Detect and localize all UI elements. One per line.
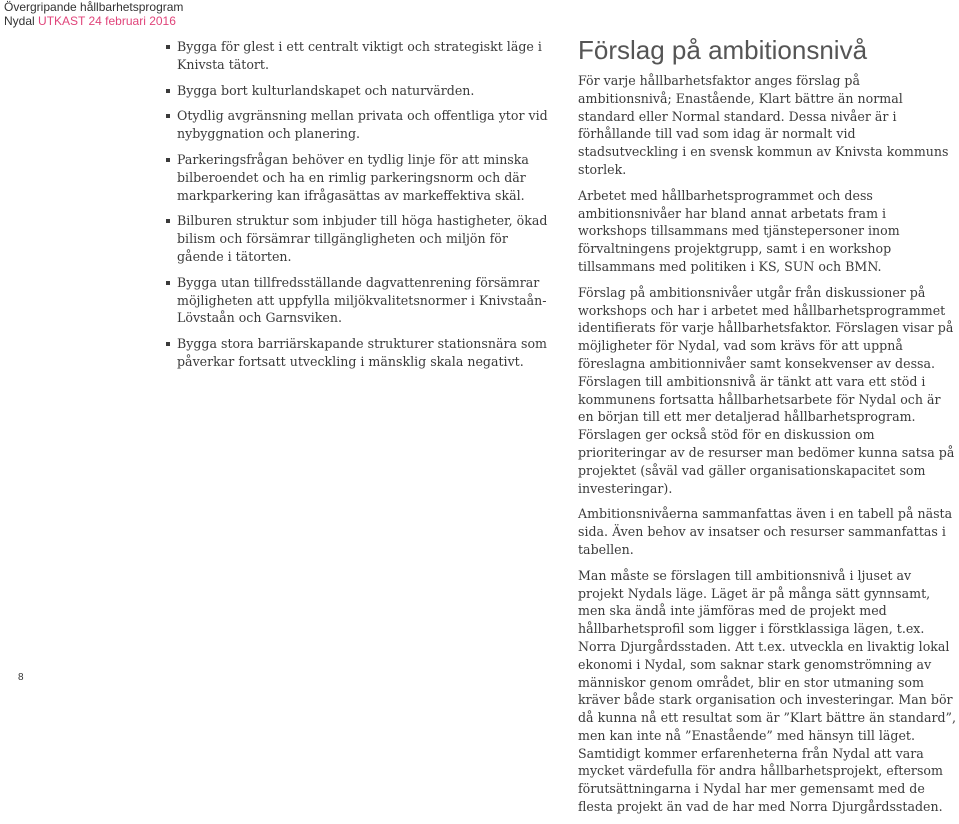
list-item: Bygga för glest i ett centralt viktigt och strategiskt läge i Knivsta tätort. bbox=[163, 38, 553, 74]
list-item: Bygga utan tillfredsställande dagvattenrening försämrar möjligheten att uppfylla miljökvalitetsnormer i Knivstaån-Lövstaån och Garnsviken. bbox=[163, 274, 553, 327]
paragraph: Man måste se förslagen till ambitionsnivå i ljuset av projekt Nydals läge. Läget är på många sätt gynnsamt, men ska ändå inte jämföras med de projekt med hållbarhetsprofil som ligger i förstklassiga lägen, t.ex. Norra Djurgårdsstaden. Att t.ex. utveckla en livaktig lokal ekonomi i Nydal, som saknar stark genomströmning av människor genom området, blir en stor utmaning som kräver både stark organisation och investeringar. Man bör då kunna nå ett resultat som är ”Klart bättre än standard”, men kan inte nå ”Enastående” med hänsyn till läget. Samtidigt kommer erfarenheterna från Nydal att vara mycket värdefulla för andra hållbarhetsprojekt, eftersom förutsättningarna i Nydal har mer gemensamt med de flesta projekt än vad de har med Norra Djurgårdsstaden. bbox=[578, 567, 956, 815]
bullet-icon bbox=[166, 342, 170, 346]
list-item: Otydlig avgränsning mellan privata och offentliga ytor vid nybyggnation och planering. bbox=[163, 107, 553, 143]
bullet-icon bbox=[166, 219, 170, 223]
draft-label: UTKAST 24 februari 2016 bbox=[38, 14, 176, 28]
right-column bbox=[578, 34, 956, 824]
paragraph: Arbetet med hållbarhetsprogrammet och dess ambitionsnivåer har bland annat arbetats fram i workshops tillsammans med tjänstepersoner inom förvaltningens projektgrupp, samt i en workshop tillsammans med politiken i KS, SUN och BMN. bbox=[578, 187, 900, 274]
list-item: Bygga bort kulturlandskapet och naturvärden. bbox=[163, 82, 553, 100]
bullet-icon bbox=[166, 158, 170, 162]
bullet-icon bbox=[166, 89, 170, 93]
bullet-icon bbox=[166, 45, 170, 49]
bullet-icon bbox=[166, 114, 170, 118]
draft-line bbox=[4, 14, 183, 28]
paragraph: För varje hållbarhetsfaktor anges förslag på ambitionsnivå; Enastående, Klart bättre än normal standard eller Normal standard. Dessa nivåer är i förhållande till vad som idag är normalt vid stadsutveckling i en svensk kommun av Knivsta kommuns storlek. bbox=[578, 73, 949, 177]
page-number: 8 bbox=[18, 672, 24, 683]
location-label: Nydal bbox=[4, 14, 35, 28]
bullet-icon bbox=[166, 281, 170, 285]
paragraph: Förslag på ambitionsnivåer utgår från diskussioner på workshops och har i arbetet med hållbarhetsprogrammet identifierats för varje hållbarhetsfaktor. Förslagen visar på möjligheter för Nydal, vad som krävs för att uppnå föreslagna ambitionnivåer samt konsekvenser av dessa. Förslagen till ambitionsnivå är tänkt att vara ett stöd i kommunens fortsatta hållbarhetsarbete för Nydal och är en början till ett mer detaljerad hållbarhetsprogram. Förslagen ger också stöd för en diskussion om prioriteringar av de resurser man bedömer kunna satsa på projektet (såväl vad gäller organisationskapacitet som investeringar). bbox=[578, 284, 955, 496]
document-title: Övergripande hållbarhetsprogram bbox=[4, 0, 184, 14]
section-heading: Förslag på ambitionsnivå bbox=[578, 35, 868, 65]
list-item: Bygga stora barriärskapande strukturer stationsnära som påverkar fortsatt utveckling i mänsklig skala negativt. bbox=[163, 335, 553, 371]
paragraph: Ambitionsnivåerna sammanfattas även i en tabell på nästa sida. Även behov av insatser och resurser sammanfattas i tabellen. bbox=[578, 506, 953, 557]
bullet-list bbox=[163, 38, 553, 371]
list-item: Parkeringsfrågan behöver en tydlig linje för att minska bilberoendet och ha en rimlig parkeringsnorm och där markparkering kan ifrågasättas av markeffektiva skäl. bbox=[163, 151, 553, 204]
left-column bbox=[163, 38, 553, 379]
page-header bbox=[4, 0, 183, 28]
list-item: Bilburen struktur som inbjuder till höga hastigheter, ökad bilism och försämrar tillgängligheten och miljön för gående i tätorten. bbox=[163, 212, 553, 265]
